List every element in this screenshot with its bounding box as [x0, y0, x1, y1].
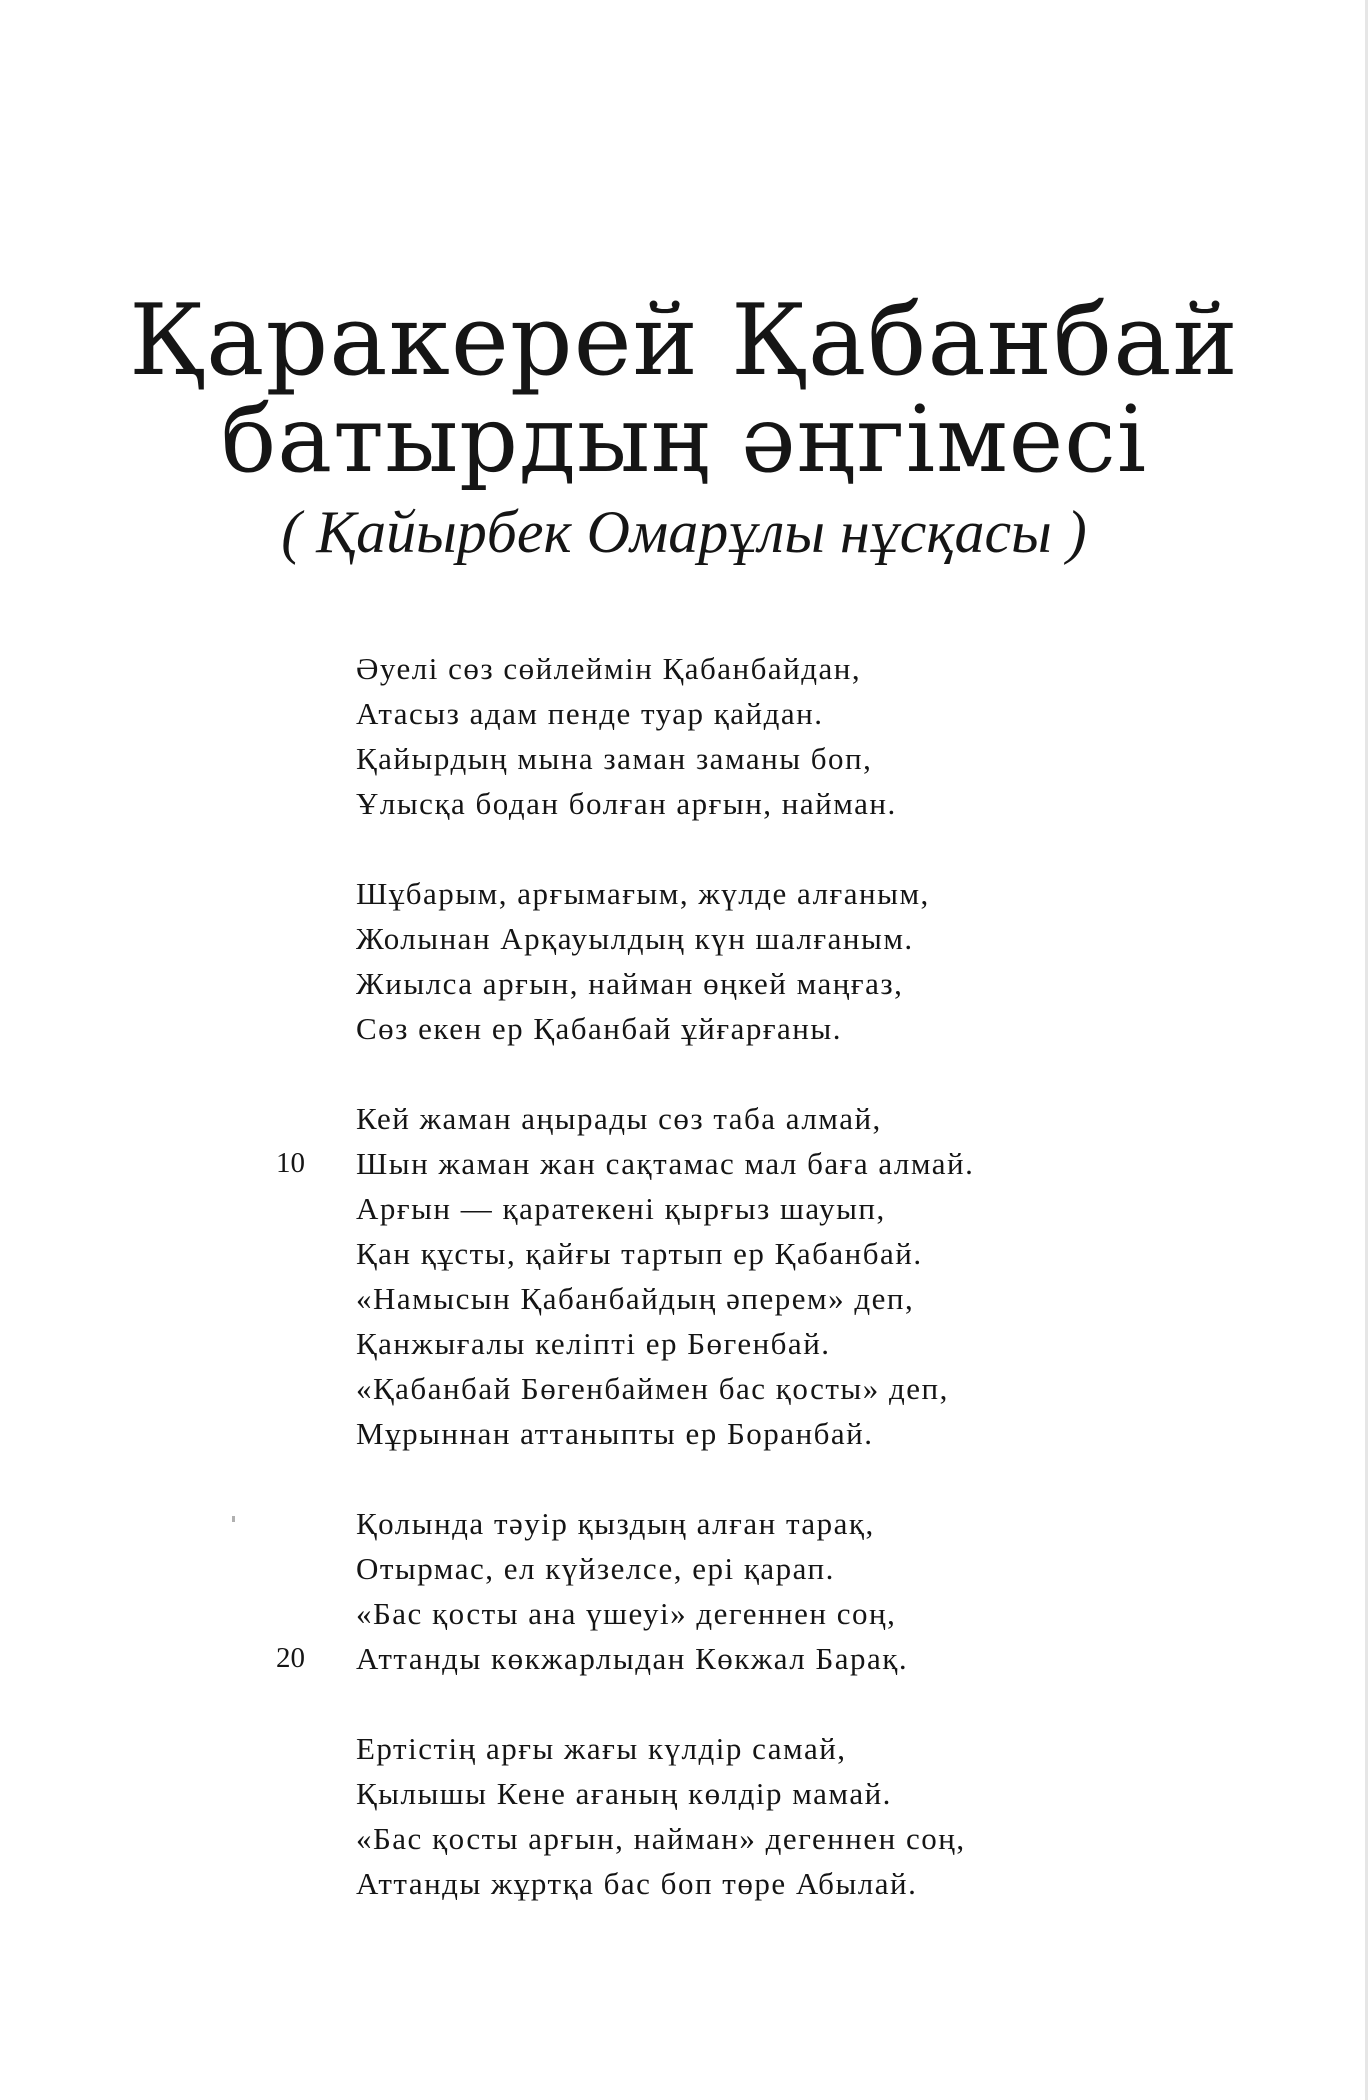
verse-line — [356, 1501, 1216, 1546]
verse-text: Кей жаман аңырады сөз таба алмай, — [356, 1101, 882, 1136]
verse-line — [356, 916, 1216, 961]
verse-text: Жолынан Арқауылдың күн шалғаным. — [356, 921, 914, 956]
verse-text: Шын жаман жан сақтамас мал баға алмай. — [356, 1146, 975, 1181]
verse-line — [356, 871, 1216, 916]
verse-text: Отырмас, ел күйзелсе, ері қарап. — [356, 1551, 835, 1586]
verse-line — [356, 1096, 1216, 1141]
verse-line — [356, 1186, 1216, 1231]
title-line-1: Қаракерей Қабанбай — [129, 284, 1239, 398]
verse-text: Шұбарым, арғымағым, жүлде алғаным, — [356, 876, 930, 911]
scan-speck — [232, 1516, 235, 1522]
verse-text: Әуелі сөз сөйлеймін Қабанбайдан, — [356, 651, 862, 686]
verse-line — [356, 1546, 1216, 1591]
verse-line — [356, 1321, 1216, 1366]
verse-text: Қан құсты, қайғы тартып ер Қабанбай. — [356, 1236, 923, 1271]
verse-text: Арғын — қаратекені қырғыз шауып, — [356, 1191, 886, 1226]
poem-body — [276, 646, 1216, 1951]
verse-line — [356, 1231, 1216, 1276]
verse-line — [356, 1816, 1216, 1861]
verse-line — [276, 1141, 1216, 1186]
verse-text: «Бас қосты арғын, найман» дегеннен соң, — [356, 1821, 966, 1856]
verse-line — [276, 1636, 1216, 1681]
verse-line — [356, 1276, 1216, 1321]
line-number: 10 — [276, 1147, 305, 1179]
verse-text: Жиылса арғын, найман өңкей маңғаз, — [356, 966, 904, 1001]
verse-line — [356, 1726, 1216, 1771]
verse-text: Ертістің арғы жағы күлдір самай, — [356, 1731, 847, 1766]
verse-text: Ұлысқа бодан болған арғын, найман. — [356, 786, 897, 821]
verse-text: Қылышы Кене ағаның көлдір мамай. — [356, 1776, 892, 1811]
verse-line — [356, 1411, 1216, 1456]
verse-line — [356, 736, 1216, 781]
stanza — [356, 646, 1216, 826]
title-line-2: батырдың әңгімесі — [220, 386, 1148, 493]
verse-text: Аттанды жұртқа бас боп төре Абылай. — [356, 1866, 918, 1901]
subtitle: ( Қайырбек Омарұлы нұсқасы ) — [281, 499, 1087, 565]
verse-text: «Қабанбай Бөгенбаймен бас қосты» деп, — [356, 1371, 949, 1406]
verse-line — [356, 781, 1216, 826]
verse-text: Қайырдың мына заман заманы боп, — [356, 741, 873, 776]
title-block — [0, 284, 1368, 565]
verse-text: Мұрыннан аттаныпты ер Боранбай. — [356, 1416, 874, 1451]
verse-line — [356, 1366, 1216, 1411]
verse-line — [356, 1771, 1216, 1816]
verse-text: «Намысын Қабанбайдың әперем» деп, — [356, 1281, 915, 1316]
verse-line — [356, 961, 1216, 1006]
verse-text: Атасыз адам пенде туар қайдан. — [356, 696, 824, 731]
verse-text: Қанжығалы келіпті ер Бөгенбай. — [356, 1326, 831, 1361]
verse-line — [356, 1006, 1216, 1051]
verse-text: Аттанды көкжарлыдан Көкжал Барақ. — [356, 1641, 909, 1676]
verse-line — [356, 691, 1216, 736]
line-number: 20 — [276, 1642, 305, 1674]
verse-text: «Бас қосты ана үшеуі» дегеннен соң, — [356, 1596, 897, 1631]
verse-text: Қолында тәуір қыздың алған тарақ, — [356, 1506, 875, 1541]
verse-line — [356, 1591, 1216, 1636]
stanza — [356, 1726, 1216, 1906]
stanza — [356, 871, 1216, 1051]
stanza — [276, 1096, 1216, 1456]
stanza — [276, 1501, 1216, 1681]
verse-line — [356, 646, 1216, 691]
verse-text: Сөз екен ер Қабанбай ұйғарғаны. — [356, 1011, 842, 1046]
verse-line — [356, 1861, 1216, 1906]
